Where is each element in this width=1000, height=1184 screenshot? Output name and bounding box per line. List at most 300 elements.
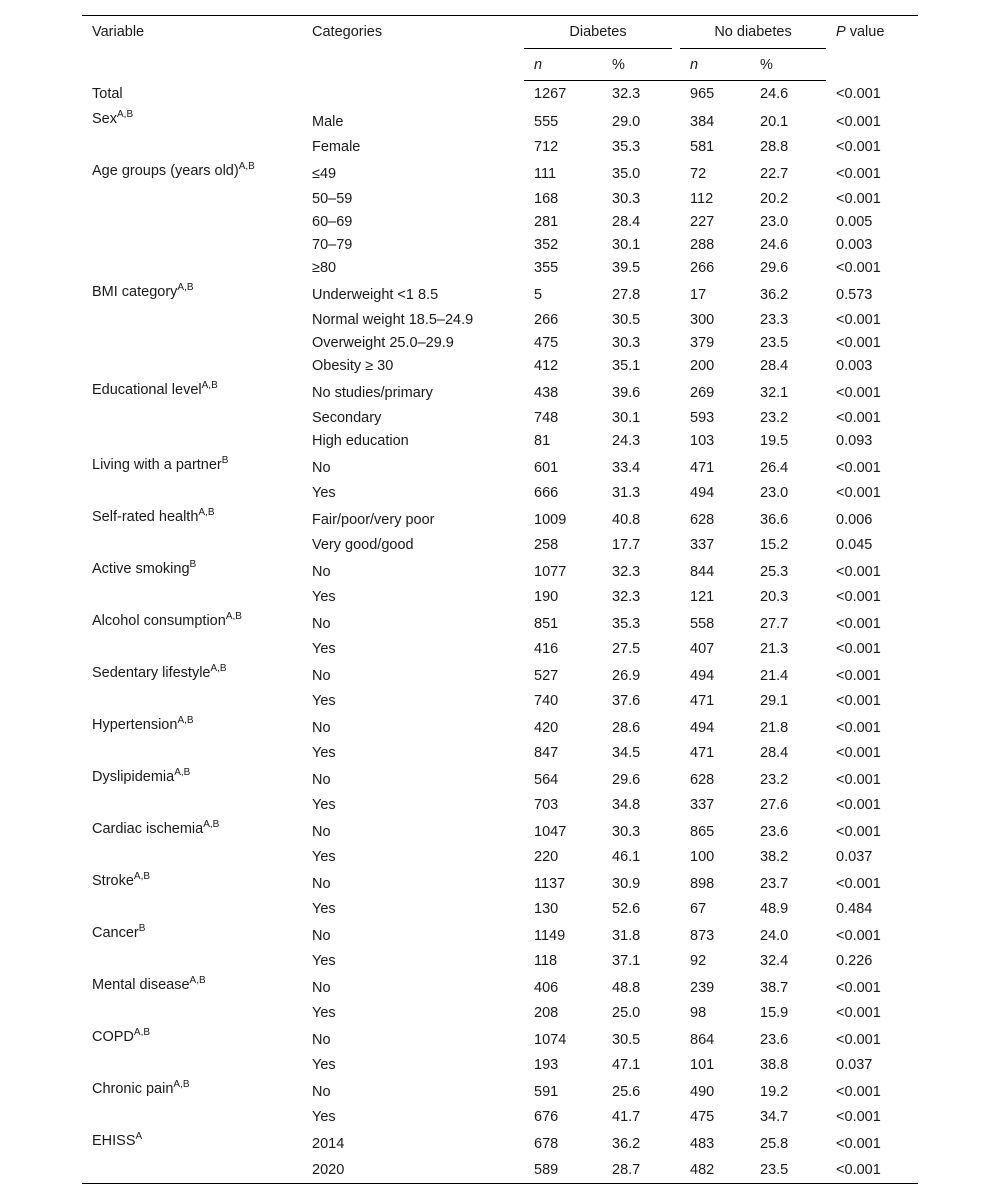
no-diabetes-pct-cell: 20.1 (760, 113, 789, 130)
no-diabetes-n-cell: 300 (690, 311, 715, 328)
table-row (82, 637, 918, 660)
footnote-marker: A,B (203, 819, 220, 830)
no-diabetes-pct-cell: 25.8 (760, 1135, 789, 1152)
no-diabetes-pct-cell: 38.7 (760, 979, 789, 996)
p-value-cell: <0.001 (836, 563, 881, 580)
diabetes-pct-cell: 29.0 (612, 113, 641, 130)
variable-label: Total (92, 85, 123, 102)
p-value-cell: <0.001 (836, 113, 881, 130)
diabetes-pct-cell: 30.9 (612, 875, 641, 892)
category-cell: Yes (312, 692, 336, 709)
category-cell: No (312, 1031, 331, 1048)
header-p-italic: P (836, 24, 846, 40)
category-cell: No (312, 563, 331, 580)
no-diabetes-n-cell: 239 (690, 979, 715, 996)
no-diabetes-pct-cell: 23.0 (760, 213, 789, 230)
no-diabetes-pct-cell: 23.7 (760, 875, 789, 892)
diabetes-pct-cell: 39.5 (612, 259, 641, 276)
p-value-cell: 0.037 (836, 848, 873, 865)
table-row (82, 158, 918, 187)
no-diabetes-pct-cell: 23.5 (760, 1161, 789, 1178)
variable-label: Living with a partner (92, 457, 222, 473)
diabetes-pct-cell: 35.1 (612, 357, 641, 374)
category-cell (302, 81, 524, 107)
diabetes-n-cell: 601 (534, 459, 559, 476)
variable-label: Sex (92, 111, 117, 127)
diabetes-pct-cell: 24.3 (612, 432, 641, 449)
diabetes-n-cell: 555 (534, 113, 559, 130)
diabetes-pct-cell: 25.0 (612, 1004, 641, 1021)
diabetes-n-cell: 438 (534, 384, 559, 401)
diabetes-n-cell: 208 (534, 1004, 559, 1021)
variable-cell (82, 481, 302, 504)
variable-cell (82, 452, 302, 481)
diabetes-pct-cell: 31.3 (612, 484, 641, 501)
table-row (82, 845, 918, 868)
diabetes-n-cell: 266 (534, 311, 559, 328)
no-diabetes-n-cell: 494 (690, 719, 715, 736)
no-diabetes-pct-cell: 24.6 (760, 236, 789, 253)
header-categories: Categories (312, 24, 383, 40)
category-cell: Underweight <1 8.5 (312, 286, 439, 303)
category-cell: ≥80 (312, 259, 337, 276)
table-row (82, 556, 918, 585)
no-diabetes-n-cell: 101 (690, 1056, 715, 1073)
no-diabetes-n-cell: 865 (690, 823, 715, 840)
diabetes-pct-cell: 25.6 (612, 1083, 641, 1100)
diabetes-n-cell: 258 (534, 536, 559, 553)
p-value-cell: 0.037 (836, 1056, 873, 1073)
diabetes-n-cell: 1149 (534, 927, 566, 944)
diabetes-n-cell: 352 (534, 236, 559, 253)
p-value-cell: <0.001 (836, 484, 881, 501)
p-value-cell: <0.001 (836, 979, 881, 996)
no-diabetes-pct-cell: 36.2 (760, 286, 789, 303)
table-row (82, 793, 918, 816)
variable-cell (82, 868, 302, 897)
table-row (82, 533, 918, 556)
p-value-cell: <0.001 (836, 384, 881, 401)
table-row (82, 1105, 918, 1128)
variable-cell (82, 585, 302, 608)
variable-label: Cardiac ischemia (92, 821, 204, 837)
no-diabetes-n-cell: 898 (690, 875, 715, 892)
no-diabetes-pct-cell: 15.9 (760, 1004, 789, 1021)
table-row (82, 210, 918, 233)
table-row (82, 429, 918, 452)
category-cell: No (312, 823, 331, 840)
footnote-marker: A,B (189, 975, 206, 986)
variable-cell (82, 354, 302, 377)
p-value-cell: <0.001 (836, 875, 881, 892)
p-value-cell: <0.001 (836, 719, 881, 736)
no-diabetes-n-cell: 98 (690, 1004, 707, 1021)
diabetes-pct-cell: 30.5 (612, 1031, 641, 1048)
no-diabetes-n-cell: 227 (690, 213, 715, 230)
category-cell: High education (312, 432, 409, 449)
no-diabetes-n-cell: 337 (690, 536, 715, 553)
no-diabetes-n-cell: 558 (690, 615, 715, 632)
diabetes-n-cell: 712 (534, 138, 559, 155)
no-diabetes-n-cell: 581 (690, 138, 715, 155)
category-cell: Yes (312, 588, 336, 605)
table-row (82, 764, 918, 793)
p-value-cell: <0.001 (836, 311, 881, 328)
p-value-cell: <0.001 (836, 1135, 881, 1152)
header-diabetes (524, 16, 680, 50)
variable-label: Dyslipidemia (92, 769, 175, 785)
header-p-value (826, 16, 918, 81)
variable-cell (82, 1157, 302, 1184)
variable-cell (82, 608, 302, 637)
variable-cell (82, 533, 302, 556)
variable-cell (82, 689, 302, 712)
p-value-cell: <0.001 (836, 1161, 881, 1178)
table-row (82, 920, 918, 949)
variable-cell (82, 158, 302, 187)
diabetes-n-cell: 851 (534, 615, 559, 632)
no-diabetes-pct-cell: 27.6 (760, 796, 789, 813)
header-diabetes-n: n (524, 49, 602, 81)
p-value-cell: <0.001 (836, 1083, 881, 1100)
category-cell: Yes (312, 484, 336, 501)
table-row (82, 660, 918, 689)
variable-label: Mental disease (92, 977, 190, 993)
no-diabetes-n-cell: 475 (690, 1108, 715, 1125)
p-value-cell: <0.001 (836, 1031, 881, 1048)
table-row (82, 816, 918, 845)
p-value-cell: <0.001 (836, 796, 881, 813)
category-cell: Yes (312, 1108, 336, 1125)
diabetes-pct-cell: 28.6 (612, 719, 641, 736)
no-diabetes-pct-cell: 28.8 (760, 138, 789, 155)
category-cell: Yes (312, 1056, 336, 1073)
table-row (82, 868, 918, 897)
footnote-marker: A,B (174, 767, 191, 778)
no-diabetes-n-cell: 494 (690, 484, 715, 501)
p-value-cell: 0.003 (836, 236, 873, 253)
category-cell: No (312, 979, 331, 996)
p-value-cell: <0.001 (836, 692, 881, 709)
diabetes-n-cell: 416 (534, 640, 559, 657)
diabetes-pct-cell: 34.5 (612, 744, 641, 761)
diabetes-n-cell: 589 (534, 1161, 559, 1178)
diabetes-n-cell: 1009 (534, 511, 567, 528)
table-row (82, 689, 918, 712)
p-value-cell: 0.226 (836, 952, 873, 969)
diabetes-n-cell: 1047 (534, 823, 567, 840)
no-diabetes-n-cell: 200 (690, 357, 715, 374)
diabetes-pct-cell: 32.3 (612, 588, 641, 605)
table-row (82, 1076, 918, 1105)
variable-cell (82, 660, 302, 689)
no-diabetes-pct-cell: 19.2 (760, 1083, 789, 1100)
category-cell: No (312, 719, 331, 736)
diabetes-pct-cell: 26.9 (612, 667, 641, 684)
category-cell: Yes (312, 744, 336, 761)
diabetes-n-cell: 1137 (534, 875, 566, 892)
header-variable: Variable (92, 24, 145, 40)
variable-label: Cancer (92, 925, 139, 941)
category-cell: 2020 (312, 1161, 345, 1178)
header-no-diabetes-pct: % (750, 49, 826, 81)
diabetes-pct-cell: 30.1 (612, 236, 641, 253)
no-diabetes-pct-cell: 48.9 (760, 900, 789, 917)
no-diabetes-n-cell: 379 (690, 334, 715, 351)
p-value-cell: <0.001 (836, 409, 881, 426)
footnote-marker: B (189, 559, 197, 570)
variable-cell (82, 187, 302, 210)
diabetes-pct-cell: 33.4 (612, 459, 641, 476)
no-diabetes-pct-cell: 36.6 (760, 511, 789, 528)
category-cell: 2014 (312, 1135, 345, 1152)
diabetes-pct-cell: 40.8 (612, 511, 641, 528)
variable-cell (82, 377, 302, 406)
no-diabetes-pct-cell: 23.0 (760, 484, 789, 501)
diabetes-n-cell: 220 (534, 848, 559, 865)
variable-cell (82, 712, 302, 741)
no-diabetes-n-cell: 471 (690, 459, 715, 476)
diabetes-n-cell: 527 (534, 667, 559, 684)
no-diabetes-n-cell: 269 (690, 384, 715, 401)
no-diabetes-pct-cell: 22.7 (760, 165, 789, 182)
no-diabetes-pct-cell: 32.1 (760, 384, 789, 401)
category-cell: 60–69 (312, 213, 353, 230)
variable-cell (82, 920, 302, 949)
table-row (82, 897, 918, 920)
data-table (82, 15, 918, 1184)
table-row (82, 712, 918, 741)
diabetes-pct-cell: 46.1 (612, 848, 641, 865)
table-row (82, 481, 918, 504)
variable-cell (82, 504, 302, 533)
table-row (82, 187, 918, 210)
table-row (82, 585, 918, 608)
variable-label: Educational level (92, 382, 202, 398)
table-header (82, 16, 918, 81)
table-row (82, 233, 918, 256)
variable-cell (82, 816, 302, 845)
variable-cell (82, 637, 302, 660)
table-row (82, 1001, 918, 1024)
variable-cell (82, 741, 302, 764)
no-diabetes-n-cell: 965 (690, 86, 715, 102)
no-diabetes-n-cell: 593 (690, 409, 715, 426)
variable-cell (82, 106, 302, 135)
no-diabetes-n-cell: 628 (690, 771, 715, 788)
no-diabetes-pct-cell: 21.8 (760, 719, 789, 736)
variable-cell (82, 256, 302, 279)
variable-cell (82, 1076, 302, 1105)
p-value-cell: <0.001 (836, 927, 881, 944)
no-diabetes-pct-cell: 23.5 (760, 334, 789, 351)
variable-cell (82, 233, 302, 256)
diabetes-pct-cell: 30.3 (612, 823, 641, 840)
p-value-cell: <0.001 (836, 1004, 881, 1021)
p-value-cell: <0.001 (836, 259, 881, 276)
p-value-cell: 0.003 (836, 357, 873, 374)
category-cell: Female (312, 138, 361, 155)
p-value-cell: <0.001 (836, 85, 881, 102)
no-diabetes-pct-cell: 28.4 (760, 357, 789, 374)
category-cell: No studies/primary (312, 384, 433, 401)
category-cell: No (312, 875, 331, 892)
diabetes-pct-cell: 37.1 (612, 952, 641, 969)
variable-cell (82, 1128, 302, 1157)
diabetes-n-cell: 475 (534, 334, 559, 351)
no-diabetes-pct-cell: 29.6 (760, 259, 789, 276)
p-value-cell: <0.001 (836, 459, 881, 476)
no-diabetes-n-cell: 384 (690, 113, 715, 130)
no-diabetes-n-cell: 407 (690, 640, 715, 657)
variable-cell (82, 210, 302, 233)
diabetes-pct-cell: 36.2 (612, 1135, 641, 1152)
category-cell: No (312, 615, 331, 632)
no-diabetes-n-cell: 92 (690, 952, 707, 969)
category-cell: Very good/good (312, 536, 414, 553)
no-diabetes-pct-cell: 20.2 (760, 190, 789, 207)
diabetes-n-cell: 190 (534, 588, 559, 605)
no-diabetes-pct-cell: 20.3 (760, 588, 789, 605)
footnote-marker: A,B (225, 611, 242, 622)
no-diabetes-n-cell: 864 (690, 1031, 715, 1048)
diabetes-n-cell: 1267 (534, 86, 567, 102)
variable-cell (82, 331, 302, 354)
no-diabetes-pct-cell: 25.3 (760, 563, 789, 580)
no-diabetes-n-cell: 471 (690, 744, 715, 761)
table-row (82, 504, 918, 533)
diabetes-n-cell: 1077 (534, 563, 567, 580)
p-value-cell: <0.001 (836, 615, 881, 632)
no-diabetes-pct-cell: 24.0 (760, 927, 789, 944)
footnote-marker: B (138, 923, 146, 934)
no-diabetes-n-cell: 266 (690, 259, 715, 276)
category-cell: Normal weight 18.5–24.9 (312, 311, 474, 328)
no-diabetes-pct-cell: 23.2 (760, 771, 789, 788)
table-row (82, 331, 918, 354)
header-no-diabetes-label: No diabetes (680, 16, 826, 49)
diabetes-n-cell: 420 (534, 719, 559, 736)
p-value-cell: <0.001 (836, 640, 881, 657)
variable-cell (82, 845, 302, 868)
diabetes-n-cell: 406 (534, 979, 559, 996)
no-diabetes-pct-cell: 21.4 (760, 667, 789, 684)
table-row (82, 406, 918, 429)
no-diabetes-pct-cell: 21.3 (760, 640, 789, 657)
diabetes-pct-cell: 35.3 (612, 138, 641, 155)
diabetes-n-cell: 81 (534, 432, 551, 449)
diabetes-pct-cell: 28.4 (612, 213, 641, 230)
variable-label: Alcohol consumption (92, 613, 226, 629)
no-diabetes-n-cell: 17 (690, 286, 707, 303)
footnote-marker: A,B (133, 1027, 151, 1038)
variable-label: COPD (92, 1029, 134, 1045)
category-cell: 70–79 (312, 236, 353, 253)
no-diabetes-n-cell: 67 (690, 900, 707, 917)
variable-cell (82, 972, 302, 1001)
no-diabetes-n-cell: 490 (690, 1083, 715, 1100)
table-body (82, 81, 918, 1184)
diabetes-n-cell: 355 (534, 259, 559, 276)
diabetes-n-cell: 676 (534, 1108, 559, 1125)
no-diabetes-n-cell: 72 (690, 165, 707, 182)
category-cell: ≤49 (312, 165, 337, 182)
table-row (82, 1053, 918, 1076)
p-value-cell: <0.001 (836, 138, 881, 155)
footnote-marker: A,B (117, 109, 134, 120)
variable-cell (82, 1001, 302, 1024)
table-row (82, 81, 918, 107)
table-row (82, 949, 918, 972)
header-p-rest: value (845, 24, 885, 40)
footnote-marker: A,B (177, 715, 194, 726)
table-row (82, 308, 918, 331)
no-diabetes-pct-cell: 23.2 (760, 409, 789, 426)
table-row (82, 106, 918, 135)
table-row (82, 452, 918, 481)
diabetes-pct-cell: 27.8 (612, 286, 641, 303)
p-value-cell: 0.093 (836, 432, 873, 449)
category-cell: Overweight 25.0–29.9 (312, 334, 454, 351)
category-cell: Yes (312, 640, 336, 657)
footnote-marker: A,B (177, 282, 194, 293)
variable-label: BMI category (92, 284, 178, 300)
diabetes-pct-cell: 39.6 (612, 384, 641, 401)
p-value-cell: <0.001 (836, 1108, 881, 1125)
no-diabetes-pct-cell: 27.7 (760, 615, 789, 632)
variable-cell (82, 1105, 302, 1128)
footnote-marker: A,B (201, 380, 218, 391)
table-row (82, 1024, 918, 1053)
diabetes-n-cell: 748 (534, 409, 559, 426)
no-diabetes-pct-cell: 23.3 (760, 311, 789, 328)
p-value-cell: <0.001 (836, 744, 881, 761)
variable-label: Active smoking (92, 561, 190, 577)
diabetes-n-cell: 1074 (534, 1031, 567, 1048)
no-diabetes-pct-cell: 24.6 (760, 86, 789, 102)
diabetes-n-cell: 703 (534, 796, 559, 813)
table-row (82, 741, 918, 764)
no-diabetes-n-cell: 103 (690, 432, 715, 449)
no-diabetes-pct-cell: 28.4 (760, 744, 789, 761)
diabetes-pct-cell: 30.5 (612, 311, 641, 328)
table-row (82, 608, 918, 637)
variable-cell (82, 308, 302, 331)
no-diabetes-n-cell: 494 (690, 667, 715, 684)
variable-label: Sedentary lifestyle (92, 665, 211, 681)
category-cell: Yes (312, 796, 336, 813)
diabetes-pct-cell: 32.3 (612, 86, 641, 102)
diabetes-n-cell: 847 (534, 744, 559, 761)
no-diabetes-n-cell: 483 (690, 1135, 715, 1152)
no-diabetes-pct-cell: 38.8 (760, 1056, 789, 1073)
category-cell: Yes (312, 952, 336, 969)
footnote-marker: A,B (173, 1079, 190, 1090)
table-row (82, 279, 918, 308)
no-diabetes-pct-cell: 19.5 (760, 432, 789, 449)
diabetes-pct-cell: 30.1 (612, 409, 641, 426)
diabetes-n-cell: 412 (534, 357, 559, 374)
p-value-cell: 0.006 (836, 511, 873, 528)
header-no-diabetes-n: n (680, 49, 750, 81)
diabetes-pct-cell: 35.3 (612, 615, 641, 632)
diabetes-pct-cell: 28.7 (612, 1161, 641, 1178)
category-cell: Yes (312, 848, 336, 865)
no-diabetes-pct-cell: 29.1 (760, 692, 789, 709)
diabetes-n-cell: 130 (534, 900, 559, 917)
header-no-diabetes (680, 16, 826, 50)
diabetes-n-cell: 5 (534, 286, 543, 303)
